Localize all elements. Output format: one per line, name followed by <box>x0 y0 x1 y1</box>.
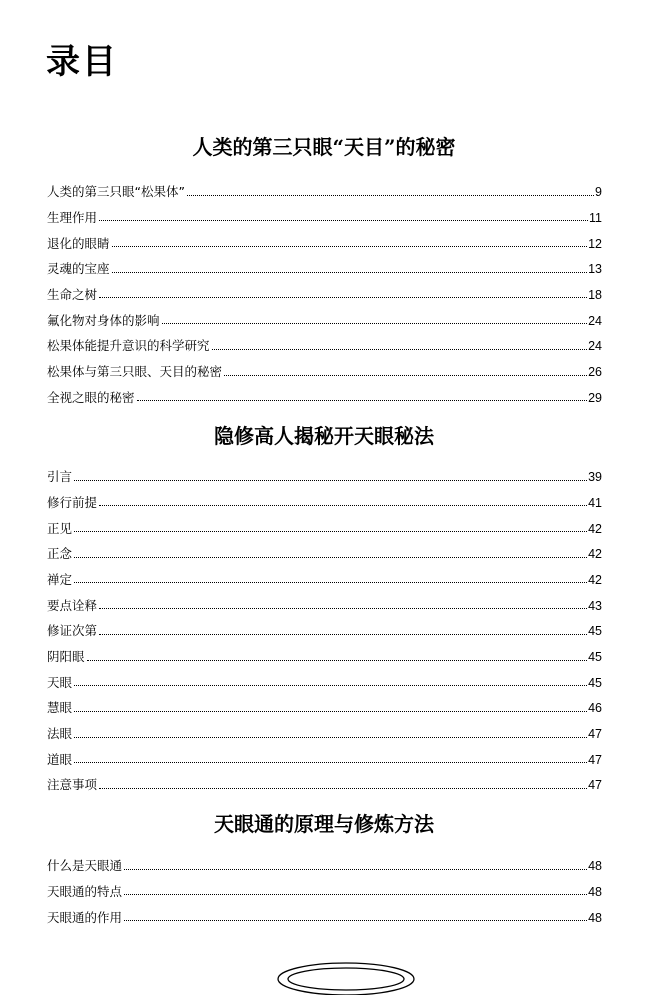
toc-entry-title: 注意事项 <box>47 777 98 793</box>
toc-leader-dots <box>124 869 587 870</box>
toc-entry-title: 法眼 <box>47 726 73 742</box>
toc-entry[interactable] <box>47 586 602 612</box>
toc-leader-dots <box>74 711 587 712</box>
toc-entry[interactable] <box>47 898 602 924</box>
toc-entry[interactable] <box>47 199 602 225</box>
toc-leader-dots <box>74 480 587 481</box>
toc-entry-title: 氟化物对身体的影响 <box>47 312 160 328</box>
toc-entry-title: 天眼通的特点 <box>47 883 123 899</box>
toc-entry-page-number: 41 <box>588 495 602 510</box>
toc-leader-dots <box>99 220 588 221</box>
toc-entry[interactable] <box>47 173 602 199</box>
toc-leader-dots <box>99 634 587 635</box>
toc-entry-page-number: 45 <box>588 650 602 664</box>
toc-leader-dots <box>74 582 587 583</box>
toc-entry-page-number: 47 <box>588 778 602 793</box>
toc-entry-title: 修证次第 <box>47 623 98 639</box>
page-ornament <box>276 957 416 995</box>
toc-leader-dots <box>99 788 587 789</box>
toc-entry-title: 阴阳眼 <box>47 649 85 664</box>
toc-entry[interactable] <box>47 353 602 379</box>
toc-leader-dots <box>112 272 588 273</box>
toc-section-1 <box>47 173 602 404</box>
toc-entry-page-number: 45 <box>588 624 602 639</box>
toc-entry-title: 生命之树 <box>47 286 98 302</box>
toc-entry[interactable] <box>47 276 602 302</box>
toc-entry-page-number: 48 <box>588 884 602 899</box>
toc-entry[interactable] <box>47 741 602 767</box>
toc-entry-title: 松果体与第三只眼、天目的秘密 <box>47 364 223 379</box>
toc-entry[interactable] <box>47 327 602 353</box>
toc-entry-title: 天眼 <box>47 674 73 690</box>
toc-entry[interactable] <box>47 301 602 327</box>
toc-leader-dots <box>74 762 587 763</box>
toc-entry[interactable] <box>47 847 602 873</box>
toc-leader-dots <box>137 400 588 401</box>
toc-leader-dots <box>162 323 588 324</box>
toc-entry-title: 灵魂的宝座 <box>47 261 110 277</box>
toc-leader-dots <box>74 685 587 686</box>
toc-entry-page-number: 24 <box>588 313 602 328</box>
page-title: 录目 <box>46 42 118 82</box>
toc-leader-dots <box>87 660 588 661</box>
toc-entry[interactable] <box>47 250 602 276</box>
toc-leader-dots <box>74 557 587 558</box>
toc-entry-title: 退化的眼睛 <box>47 235 110 251</box>
toc-entry[interactable] <box>47 766 602 792</box>
toc-entry-page-number: 13 <box>588 262 602 277</box>
toc-leader-dots <box>112 246 588 247</box>
toc-entry[interactable] <box>47 612 602 638</box>
toc-entry-page-number: 43 <box>588 598 602 613</box>
toc-entry[interactable] <box>47 689 602 715</box>
section-heading-1: 人类的第三只眼“天目”的秘密 <box>192 135 456 159</box>
toc-leader-dots <box>74 737 587 738</box>
toc-entry-page-number: 42 <box>588 521 602 536</box>
toc-entry-page-number: 29 <box>588 390 602 405</box>
toc-leader-dots <box>124 920 587 921</box>
toc-entry[interactable] <box>47 715 602 741</box>
toc-section-3 <box>47 847 602 924</box>
toc-entry-page-number: 47 <box>588 727 602 742</box>
toc-entry-title: 什么是天眼通 <box>47 858 123 874</box>
section-heading-3: 天眼通的原理与修炼方法 <box>214 812 434 836</box>
toc-leader-dots <box>224 375 587 376</box>
toc-leader-dots <box>74 531 587 532</box>
toc-leader-dots <box>212 349 588 350</box>
toc-entry[interactable] <box>47 535 602 561</box>
toc-entry-title: 正见 <box>47 520 73 536</box>
toc-entry-title: 慧眼 <box>47 700 73 716</box>
section-heading-2: 隐修高人揭秘开天眼秘法 <box>214 424 434 448</box>
toc-entry-page-number: 39 <box>588 470 602 485</box>
toc-leader-dots <box>124 894 587 895</box>
toc-entry[interactable] <box>47 458 602 484</box>
toc-entry-title: 禅定 <box>47 571 73 587</box>
toc-leader-dots <box>187 195 594 196</box>
toc-leader-dots <box>99 505 587 506</box>
toc-entry-title: 正念 <box>47 546 73 562</box>
toc-entry-page-number: 45 <box>588 675 602 690</box>
toc-entry[interactable] <box>47 484 602 510</box>
toc-entry[interactable] <box>47 561 602 587</box>
toc-entry-title: 人类的第三只眼“松果体” <box>47 184 185 200</box>
toc-entry-title: 修行前提 <box>47 494 98 510</box>
toc-entry-page-number: 12 <box>588 236 602 251</box>
toc-entry-title: 松果体能提升意识的科学研究 <box>47 338 210 354</box>
toc-leader-dots <box>99 608 587 609</box>
toc-entry-page-number: 46 <box>588 701 602 716</box>
toc-entry-page-number: 48 <box>588 910 602 925</box>
toc-entry-title: 天眼通的作用 <box>47 909 123 925</box>
toc-entry-page-number: 11 <box>589 210 602 225</box>
toc-entry-page-number: 18 <box>588 287 602 302</box>
toc-entry-page-number: 26 <box>588 365 602 379</box>
toc-entry[interactable] <box>47 379 602 405</box>
toc-entry-title: 要点诠释 <box>47 597 98 613</box>
toc-entry-page-number: 42 <box>588 572 602 587</box>
toc-entry-page-number: 42 <box>588 547 602 562</box>
toc-section-2 <box>47 458 602 792</box>
toc-entry-page-number: 24 <box>588 339 602 354</box>
toc-entry-title: 道眼 <box>47 751 73 767</box>
toc-entry-page-number: 47 <box>588 752 602 767</box>
toc-entry[interactable] <box>47 509 602 535</box>
toc-entry-page-number: 48 <box>588 859 602 874</box>
toc-entry[interactable] <box>47 224 602 250</box>
toc-entry-page-number: 9 <box>595 185 602 200</box>
toc-leader-dots <box>99 297 587 298</box>
toc-entry-title: 全视之眼的秘密 <box>47 389 135 405</box>
toc-entry-title: 生理作用 <box>47 209 98 225</box>
toc-entry[interactable] <box>47 873 602 899</box>
toc-entry[interactable] <box>47 638 602 664</box>
toc-entry-title: 引言 <box>47 469 73 485</box>
toc-entry[interactable] <box>47 664 602 690</box>
